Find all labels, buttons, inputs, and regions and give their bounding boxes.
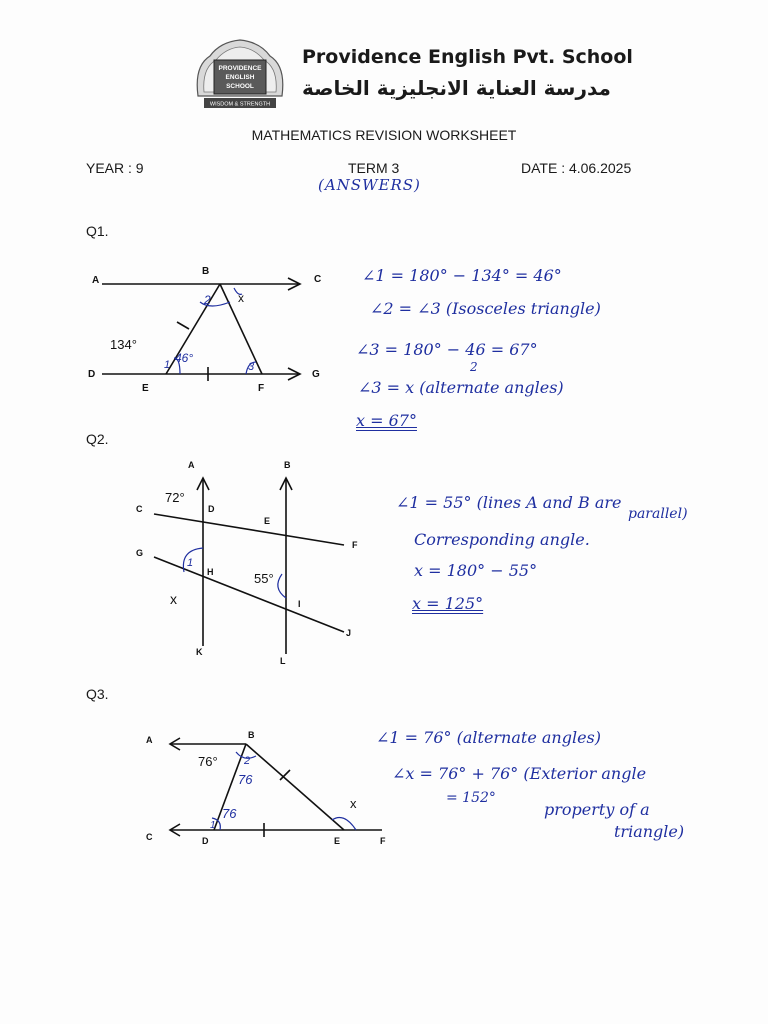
q1-mark-1: 1 xyxy=(164,359,171,371)
q2-given-angle-72: 72° xyxy=(165,490,185,505)
q1-answer-line-4: ∠3 = x (alternate angles) xyxy=(358,378,564,397)
logo-line-2: ENGLISH xyxy=(225,74,255,81)
q3-point-b: B xyxy=(248,730,255,740)
logo-line-3: SCHOOL xyxy=(226,83,254,90)
q1-point-c: C xyxy=(314,274,322,285)
q3-point-c: C xyxy=(146,832,153,842)
q1-answer-denominator: 2 xyxy=(470,360,478,374)
q2-point-b: B xyxy=(284,460,291,470)
q3-answer-line-5: triangle) xyxy=(614,822,685,841)
q1-diagram xyxy=(80,258,340,398)
q2-point-k: K xyxy=(196,647,203,657)
q2-given-angle-55: 55° xyxy=(254,571,274,586)
q3-point-e: E xyxy=(334,836,341,846)
term-label: TERM 3 xyxy=(348,160,400,176)
q3-point-d: D xyxy=(202,836,209,846)
q3-mark-1: 1 xyxy=(210,820,216,831)
q3-mark-x: x xyxy=(350,796,357,811)
q3-given-angle: 76° xyxy=(198,754,218,769)
q1-answer-line-5: x = 67° xyxy=(356,411,417,430)
answers-note: (ANSWERS) xyxy=(318,176,421,194)
q1-point-d: D xyxy=(88,369,96,380)
q2-answer-line-2: parallel) xyxy=(628,506,688,522)
q1-label: Q1. xyxy=(86,223,109,239)
q1-answer-line-1: ∠1 = 180° − 134° = 46° xyxy=(362,266,562,285)
year-label: YEAR : 9 xyxy=(86,160,144,176)
q2-point-f: F xyxy=(352,540,358,550)
q1-point-a: A xyxy=(92,275,100,286)
q2-point-i: I xyxy=(298,599,301,609)
q3-diagram xyxy=(140,726,400,852)
q2-mark-x: x xyxy=(170,591,177,607)
q2-answer-line-3: Corresponding angle. xyxy=(414,530,590,549)
q1-mark-2: 2 xyxy=(204,293,211,307)
q3-mark-2: 2 xyxy=(244,755,251,767)
q2-label: Q2. xyxy=(86,431,109,447)
q2-point-d: D xyxy=(208,504,215,514)
school-name-arabic: مدرسة العناية الانجليزية الخاصة xyxy=(302,76,611,100)
q3-point-f: F xyxy=(380,836,386,846)
q1-point-e: E xyxy=(142,383,149,394)
q3-mark-76-top: 76 xyxy=(238,772,253,787)
q3-answer-line-3: = 152° xyxy=(446,790,496,806)
q1-answer-line-3: ∠3 = 180° − 46 = 67° xyxy=(356,340,538,359)
q1-point-f: F xyxy=(258,383,265,394)
q2-point-g: G xyxy=(136,548,144,558)
logo-motto: WISDOM & STRENGTH xyxy=(209,101,271,108)
q1-mark-x: x xyxy=(238,291,244,305)
q3-answer-line-4: property of a xyxy=(544,800,650,819)
q1-point-g: G xyxy=(312,369,320,380)
q1-given-angle: 134° xyxy=(110,337,137,352)
q2-answer-line-1: ∠1 = 55° (lines A and B are xyxy=(396,493,622,512)
q2-diagram xyxy=(126,454,366,670)
q3-point-a: A xyxy=(146,735,153,745)
q2-mark-1: 1 xyxy=(187,557,194,569)
q3-answer-line-2: ∠x = 76° + 76° (Exterior angle xyxy=(392,764,647,783)
q1-answer-line-2: ∠2 = ∠3 (Isosceles triangle) xyxy=(370,299,601,318)
q3-label: Q3. xyxy=(86,686,109,702)
school-name-english: Providence English Pvt. School xyxy=(302,46,633,68)
worksheet-title: MATHEMATICS REVISION WORKSHEET xyxy=(251,127,517,143)
q2-answer-line-4: x = 180° − 55° xyxy=(414,561,538,580)
q1-mark-46: 46° xyxy=(175,351,194,365)
q3-mark-76-bottom: 76 xyxy=(222,806,237,821)
date-label: DATE : 4.06.2025 xyxy=(521,160,632,176)
q2-point-c: C xyxy=(136,504,143,514)
q3-answer-line-1: ∠1 = 76° (alternate angles) xyxy=(376,728,602,747)
q2-point-a: A xyxy=(188,460,195,470)
q2-point-h: H xyxy=(207,567,214,577)
q2-point-e: E xyxy=(264,516,271,526)
q2-point-l: L xyxy=(280,656,286,666)
q2-answer-line-5: x = 125° xyxy=(412,594,484,613)
q1-point-b: B xyxy=(202,266,210,277)
q1-mark-3: 3 xyxy=(248,361,255,373)
logo-line-1: PROVIDENCE xyxy=(218,65,262,72)
q2-point-j: J xyxy=(346,628,352,638)
school-logo xyxy=(190,36,290,112)
